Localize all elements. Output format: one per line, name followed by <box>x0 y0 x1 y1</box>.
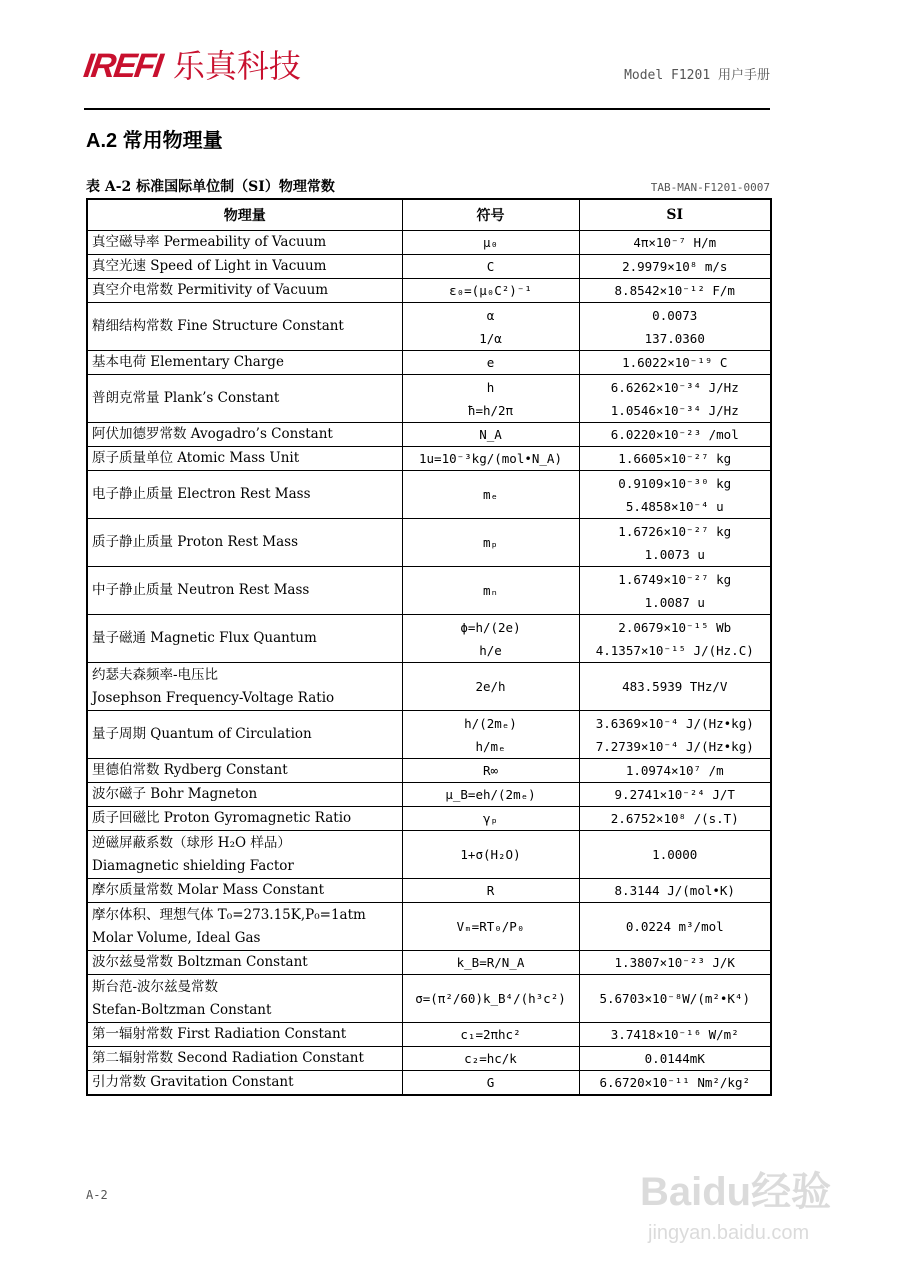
manual-label: 用户手册 <box>717 68 770 83</box>
si-value-cell <box>579 255 771 279</box>
symbol-cell-text: e <box>486 355 495 370</box>
watermark <box>640 1152 870 1262</box>
symbol-cell-text: c₂=hc/k <box>464 1051 517 1066</box>
symbol-cell-text: C <box>486 259 495 274</box>
si-value-cell-text: 1.0073 u <box>644 546 705 562</box>
symbol-cell <box>402 663 579 711</box>
si-value-cell-text: 9.2741×10⁻²⁴ J/T <box>614 787 735 802</box>
company-name-cn: 乐真科技 <box>172 47 301 85</box>
quantity-cell <box>87 231 402 255</box>
symbol-cell <box>402 879 579 903</box>
symbol-cell-text: ϕ=h/(2e) <box>460 619 521 635</box>
quantity-cell <box>87 375 402 423</box>
quantity-cell-text: 量子周期 Quantum of Circulation <box>92 726 312 742</box>
table-header-row <box>87 199 771 231</box>
si-value-cell <box>579 975 771 1023</box>
si-value-cell-text: 137.0360 <box>644 330 705 346</box>
quantity-cell-text: 真空磁导率 Permeability of Vacuum <box>92 234 327 250</box>
quantity-cell <box>87 519 402 567</box>
si-value-cell-text: 4π×10⁻⁷ H/m <box>633 235 717 250</box>
symbol-cell-text: mₑ <box>482 487 499 502</box>
si-value-cell-text: 0.0073 <box>652 307 698 323</box>
quantity-cell <box>87 759 402 783</box>
symbol-cell <box>402 1047 579 1071</box>
quantity-cell <box>87 975 402 1023</box>
table-row <box>87 1047 771 1071</box>
symbol-cell <box>402 711 579 759</box>
quantity-cell-text: 质子静止质量 Proton Rest Mass <box>92 534 299 550</box>
symbol-cell-text: h/e <box>479 642 502 658</box>
si-value-cell <box>579 471 771 519</box>
header-symbol: 符号 <box>402 199 579 231</box>
si-value-cell <box>579 903 771 951</box>
table-row <box>87 759 771 783</box>
si-value-cell-text: 3.6369×10⁻⁴ J/(Hz•kg) <box>595 715 754 731</box>
quantity-cell-text: 量子磁通 Magnetic Flux Quantum <box>92 630 317 646</box>
symbol-cell <box>402 615 579 663</box>
si-value-cell <box>579 663 771 711</box>
si-value-cell-text: 1.0546×10⁻³⁴ J/Hz <box>610 402 739 418</box>
symbol-cell <box>402 231 579 255</box>
table-row <box>87 663 771 711</box>
symbol-cell <box>402 951 579 975</box>
symbol-cell-text: σ=(π²/60)k_B⁴/(h³c²) <box>415 991 566 1006</box>
symbol-cell-text: c₁=2πhc² <box>460 1027 521 1042</box>
table-row <box>87 255 771 279</box>
symbol-cell-text: R∞ <box>482 763 499 778</box>
symbol-cell <box>402 831 579 879</box>
si-value-cell <box>579 711 771 759</box>
quantity-cell <box>87 1071 402 1096</box>
symbol-cell-text: ε₀=(μ₀C²)⁻¹ <box>449 283 532 298</box>
si-value-cell <box>579 1071 771 1096</box>
si-value-cell <box>579 231 771 255</box>
quantity-cell <box>87 567 402 615</box>
quantity-cell-text: 真空光速 Speed of Light in Vacuum <box>92 258 327 274</box>
quantity-cell-text: Stefan-Boltzman Constant <box>92 1001 272 1018</box>
quantity-cell <box>87 1023 402 1047</box>
si-value-cell-text: 2.6752×10⁸ /(s.T) <box>610 811 739 826</box>
model-label: Model F1201 <box>624 68 711 83</box>
si-value-cell <box>579 831 771 879</box>
quantity-cell-text: 第二辐射常数 Second Radiation Constant <box>92 1050 364 1066</box>
quantity-cell-text: 波尔磁子 Bohr Magneton <box>92 786 258 802</box>
table-row <box>87 615 771 663</box>
logo-mark: IREFI <box>81 47 164 85</box>
symbol-cell <box>402 567 579 615</box>
si-value-cell-text: 1.0000 <box>652 847 698 862</box>
si-value-cell-text: 7.2739×10⁻⁴ J/(Hz•kg) <box>595 738 754 754</box>
si-value-cell-text: 2.9979×10⁸ m/s <box>622 259 728 274</box>
symbol-cell <box>402 375 579 423</box>
quantity-cell-text: 普朗克常量 Plank’s Constant <box>92 390 280 406</box>
symbol-cell <box>402 519 579 567</box>
quantity-cell <box>87 711 402 759</box>
watermark-url: jingyan.baidu.com <box>648 1222 810 1244</box>
quantity-cell <box>87 471 402 519</box>
symbol-cell <box>402 303 579 351</box>
table-row <box>87 831 771 879</box>
quantity-cell-text: 斯台范-波尔兹曼常数 <box>92 978 219 995</box>
symbol-cell-text: Vₘ=RT₀/P₀ <box>456 919 525 934</box>
quantity-cell <box>87 423 402 447</box>
quantity-cell-text: 摩尔质量常数 Molar Mass Constant <box>92 882 325 898</box>
symbol-cell-text: 2e/h <box>475 679 506 694</box>
table-row <box>87 447 771 471</box>
si-value-cell <box>579 1047 771 1071</box>
si-value-cell-text: 0.0224 m³/mol <box>625 919 724 934</box>
header-model <box>624 64 770 83</box>
quantity-cell-text: 原子质量单位 Atomic Mass Unit <box>92 450 300 466</box>
si-value-cell-text: 4.1357×10⁻¹⁵ J/(Hz.C) <box>595 642 754 658</box>
constants-table <box>86 198 772 1096</box>
quantity-cell-text: 真空介电常数 Permitivity of Vacuum <box>92 282 329 298</box>
symbol-cell <box>402 759 579 783</box>
si-value-cell <box>579 951 771 975</box>
section-title: A.2 常用物理量 <box>86 130 223 152</box>
quantity-cell-text: 里德伯常数 Rydberg Constant <box>92 762 288 778</box>
symbol-cell <box>402 903 579 951</box>
symbol-cell <box>402 279 579 303</box>
quantity-cell <box>87 879 402 903</box>
header-si: SI <box>579 199 771 231</box>
si-value-cell <box>579 447 771 471</box>
quantity-cell-text: 约瑟夫森频率-电压比 <box>92 666 219 683</box>
si-value-cell-text: 5.4858×10⁻⁴ u <box>625 498 724 514</box>
si-value-cell <box>579 807 771 831</box>
si-value-cell <box>579 279 771 303</box>
symbol-cell-text: α <box>486 307 495 323</box>
quantity-cell-text: 波尔兹曼常数 Boltzman Constant <box>92 954 308 970</box>
symbol-cell-text: 1+σ(H₂O) <box>460 847 521 862</box>
table-row <box>87 423 771 447</box>
si-value-cell-text: 8.3144 J/(mol•K) <box>614 883 735 898</box>
symbol-cell <box>402 975 579 1023</box>
quantity-cell-text: 精细结构常数 Fine Structure Constant <box>92 318 344 334</box>
header-divider <box>84 108 770 110</box>
quantity-cell <box>87 663 402 711</box>
quantity-cell-text: 中子静止质量 Neutron Rest Mass <box>92 582 310 598</box>
table-row <box>87 951 771 975</box>
si-value-cell-text: 6.6720×10⁻¹¹ Nm²/kg² <box>599 1075 750 1090</box>
quantity-cell-text: Josephson Frequency-Voltage Ratio <box>92 689 335 706</box>
quantity-cell <box>87 807 402 831</box>
si-value-cell-text: 2.0679×10⁻¹⁵ Wb <box>618 619 732 635</box>
si-value-cell <box>579 759 771 783</box>
table-row <box>87 711 771 759</box>
si-value-cell <box>579 567 771 615</box>
si-value-cell-text: 8.8542×10⁻¹² F/m <box>614 283 735 298</box>
table-row <box>87 351 771 375</box>
page-number: A-2 <box>86 1188 108 1202</box>
quantity-cell-text: 质子回磁比 Proton Gyromagnetic Ratio <box>92 810 352 826</box>
quantity-cell <box>87 903 402 951</box>
symbol-cell <box>402 1023 579 1047</box>
si-value-cell <box>579 519 771 567</box>
si-value-cell <box>579 375 771 423</box>
symbol-cell <box>402 447 579 471</box>
page-header <box>81 40 770 112</box>
si-value-cell-text: 0.0144mK <box>644 1051 705 1066</box>
symbol-cell-text: G <box>486 1075 495 1090</box>
symbol-cell-text: h/(2mₑ) <box>464 715 517 731</box>
si-value-cell-text: 5.6703×10⁻⁸W/(m²•K⁴) <box>599 991 750 1006</box>
symbol-cell <box>402 255 579 279</box>
quantity-cell <box>87 303 402 351</box>
si-value-cell-text: 6.6262×10⁻³⁴ J/Hz <box>610 379 739 395</box>
symbol-cell-text: R <box>486 883 495 898</box>
quantity-cell <box>87 615 402 663</box>
quantity-cell-text: Diamagnetic shielding Factor <box>92 857 294 874</box>
si-value-cell-text: 483.5939 THz/V <box>622 679 728 694</box>
symbol-cell <box>402 471 579 519</box>
quantity-cell <box>87 447 402 471</box>
symbol-cell-text: mₚ <box>482 535 499 550</box>
symbol-cell-text: h/mₑ <box>475 738 506 754</box>
si-value-cell-text: 1.0087 u <box>644 594 705 610</box>
quantity-cell-text: 电子静止质量 Electron Rest Mass <box>92 486 311 502</box>
quantity-cell <box>87 351 402 375</box>
table-row <box>87 1023 771 1047</box>
si-value-cell-text: 1.0974×10⁷ /m <box>625 763 724 778</box>
symbol-cell-text: γₚ <box>482 811 499 826</box>
table-row <box>87 471 771 519</box>
symbol-cell-text: mₙ <box>482 583 499 598</box>
quantity-cell <box>87 279 402 303</box>
table-caption: 表 A-2 标准国际单位制（SI）物理常数 <box>86 179 335 195</box>
symbol-cell <box>402 1071 579 1096</box>
quantity-cell <box>87 1047 402 1071</box>
table-code: TAB-MAN-F1201-0007 <box>650 181 770 194</box>
symbol-cell-text: 1u=10⁻³kg/(mol•N_A) <box>419 451 562 466</box>
table-row <box>87 879 771 903</box>
quantity-cell-text: 摩尔体积、理想气体 T₀=273.15K,P₀=1atm <box>92 906 366 923</box>
table-row <box>87 279 771 303</box>
table-row <box>87 567 771 615</box>
si-value-cell-text: 3.7418×10⁻¹⁶ W/m² <box>610 1027 739 1042</box>
table-row <box>87 1071 771 1096</box>
symbol-cell-text: μ₀ <box>482 235 499 250</box>
si-value-cell-text: 1.3807×10⁻²³ J/K <box>614 955 735 970</box>
table-row <box>87 519 771 567</box>
symbol-cell-text: k_B=R/N_A <box>456 955 525 970</box>
company-logo <box>81 46 301 86</box>
table-row <box>87 783 771 807</box>
table-row <box>87 903 771 951</box>
quantity-cell-text: 第一辐射常数 First Radiation Constant <box>92 1026 347 1042</box>
symbol-cell <box>402 807 579 831</box>
si-value-cell <box>579 879 771 903</box>
si-value-cell-text: 6.0220×10⁻²³ /mol <box>610 427 739 442</box>
table-row <box>87 807 771 831</box>
table-row <box>87 303 771 351</box>
quantity-cell <box>87 951 402 975</box>
header-quantity: 物理量 <box>87 199 402 231</box>
table-row <box>87 975 771 1023</box>
si-value-cell-text: 1.6749×10⁻²⁷ kg <box>618 571 732 587</box>
quantity-cell-text: 引力常数 Gravitation Constant <box>92 1074 294 1090</box>
si-value-cell <box>579 423 771 447</box>
si-value-cell <box>579 351 771 375</box>
quantity-cell-text: 逆磁屏蔽系数（球形 H₂O 样品） <box>92 834 291 851</box>
quantity-cell-text: Molar Volume, Ideal Gas <box>92 929 261 946</box>
si-value-cell-text: 0.9109×10⁻³⁰ kg <box>618 475 732 491</box>
symbol-cell-text: N_A <box>479 427 502 442</box>
si-value-cell <box>579 783 771 807</box>
symbol-cell <box>402 351 579 375</box>
si-value-cell <box>579 303 771 351</box>
quantity-cell <box>87 831 402 879</box>
symbol-cell-text: ħ=h/2π <box>467 402 514 418</box>
symbol-cell <box>402 423 579 447</box>
si-value-cell-text: 1.6605×10⁻²⁷ kg <box>618 451 732 466</box>
symbol-cell-text: 1/α <box>479 330 502 346</box>
table-row <box>87 231 771 255</box>
symbol-cell-text: μ_B=eh/(2mₑ) <box>445 787 536 802</box>
symbol-cell-text: h <box>486 379 495 395</box>
si-value-cell <box>579 1023 771 1047</box>
quantity-cell-text: 基本电荷 Elementary Charge <box>92 354 284 370</box>
quantity-cell <box>87 783 402 807</box>
quantity-cell <box>87 255 402 279</box>
si-value-cell <box>579 615 771 663</box>
symbol-cell <box>402 783 579 807</box>
si-value-cell-text: 1.6022×10⁻¹⁹ C <box>622 355 728 370</box>
table-row <box>87 375 771 423</box>
watermark-brand: Baidu经验 <box>640 1170 832 1214</box>
si-value-cell-text: 1.6726×10⁻²⁷ kg <box>618 523 732 539</box>
quantity-cell-text: 阿伏加德罗常数 Avogadro’s Constant <box>92 426 333 442</box>
